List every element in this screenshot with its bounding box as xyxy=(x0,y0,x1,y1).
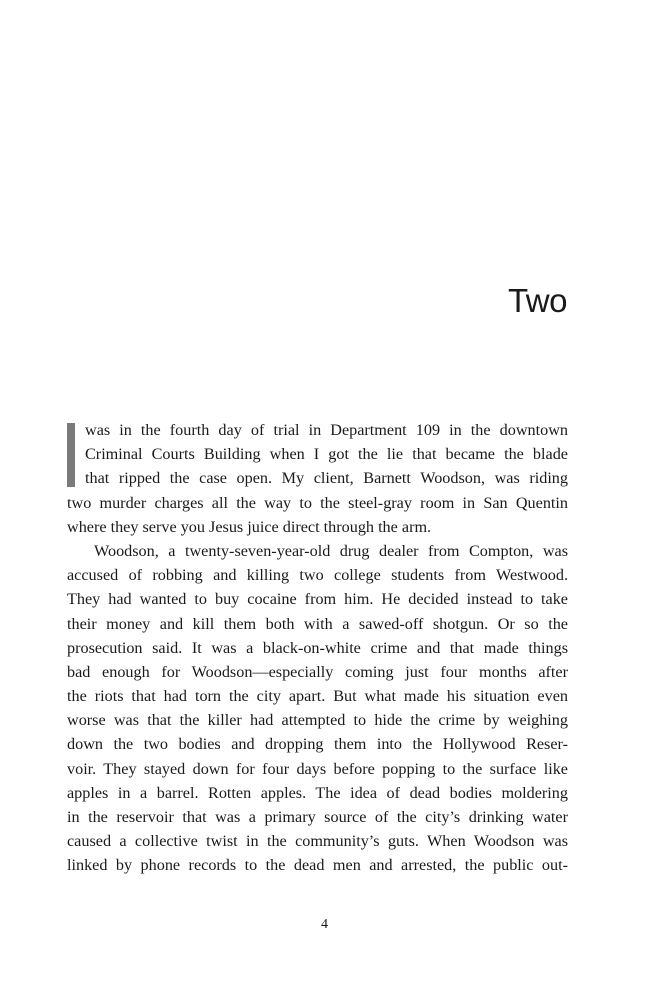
text-line: prosecution said. It was a black-on-white crime and that made things xyxy=(67,638,568,657)
opening-paragraph-lead xyxy=(67,418,568,491)
text-line: caused a collective twist in the community’s guts. When Woodson was xyxy=(67,832,568,851)
text-line: worse was that the killer had attempted to hide the crime by weighing xyxy=(67,711,568,730)
text-line: They had wanted to buy cocaine from him. He decided instead to take xyxy=(67,590,568,609)
text-line: in the reservoir that was a primary source of the city’s drinking water xyxy=(67,808,568,826)
text-line: their money and kill them both with a sawed-off shotgun. Or so the xyxy=(67,614,568,633)
text-line: bad enough for Woodson—especially coming just four months after xyxy=(67,662,568,681)
text-line: down the two bodies and dropping them into the Hollywood Reser- xyxy=(67,735,568,754)
text-line: that ripped the case open. My client, Barnett Woodson, was riding xyxy=(85,469,568,488)
text-line: where they serve you Jesus juice direct through the arm. xyxy=(67,517,432,536)
text-line: Criminal Courts Building when I got the lie that became the blade xyxy=(85,445,568,464)
page-number: 4 xyxy=(321,917,328,932)
text-line: was in the fourth day of trial in Department 109 in the downtown xyxy=(85,421,568,439)
text-line: apples in a barrel. Rotten apples. The idea of dead bodies moldering xyxy=(67,783,568,802)
text-line: Woodson, a twenty-seven-year-old drug dealer from Compton, was xyxy=(94,541,568,560)
text-line: linked by phone records to the dead men and arrested, the public out- xyxy=(67,856,568,875)
text-line: the riots that had torn the city apart. But what made his situation even xyxy=(67,687,568,706)
chapter-title: Two xyxy=(507,282,567,319)
drop-cap-i xyxy=(67,423,75,487)
text-line: two murder charges all the way to the steel-gray room in San Quentin xyxy=(67,493,568,512)
text-line: accused of robbing and killing two college students from Westwood. xyxy=(67,566,568,585)
text-line: voir. They stayed down for four days before popping to the surface like xyxy=(67,759,568,778)
body-text xyxy=(67,418,568,878)
